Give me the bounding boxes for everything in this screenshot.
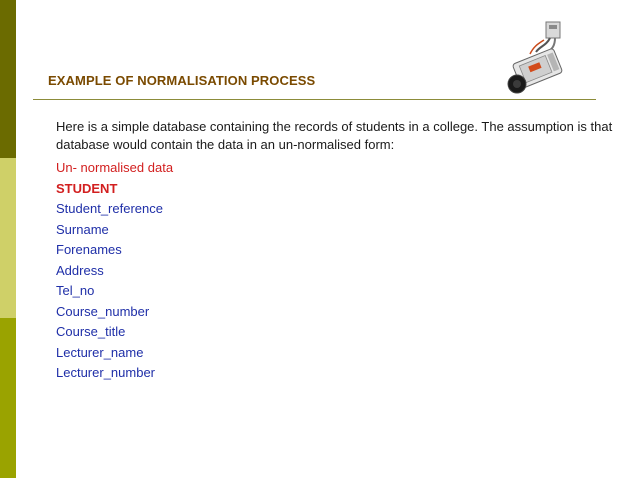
attribute-item: Forenames bbox=[56, 242, 122, 257]
slide-body bbox=[56, 118, 616, 384]
camera-icon bbox=[500, 20, 572, 98]
accent-segment-middle bbox=[0, 158, 16, 318]
slide-title: EXAMPLE OF NORMALISATION PROCESS bbox=[48, 73, 316, 88]
attribute-list bbox=[56, 199, 616, 384]
accent-segment-bottom bbox=[0, 318, 16, 478]
attribute-item: Course_title bbox=[56, 324, 126, 339]
attribute-item: Course_number bbox=[56, 303, 150, 319]
attribute-item: Tel_no bbox=[56, 283, 95, 298]
subheading-unnormalised: Un- normalised data bbox=[56, 160, 174, 175]
title-divider bbox=[33, 99, 596, 100]
left-accent-bar bbox=[0, 0, 16, 478]
attribute-item: Student_reference bbox=[56, 201, 163, 216]
attribute-item: Surname bbox=[56, 221, 109, 237]
accent-segment-top bbox=[0, 0, 16, 158]
attribute-item: Lecturer_name bbox=[56, 344, 144, 360]
entity-name: STUDENT bbox=[56, 180, 118, 196]
attribute-item: Address bbox=[56, 262, 104, 278]
intro-paragraph: Here is a simple database containing the records of students in a college. The assumption is that database would contain the data in an un-normalised form: bbox=[56, 119, 613, 152]
attribute-item: Lecturer_number bbox=[56, 365, 155, 380]
